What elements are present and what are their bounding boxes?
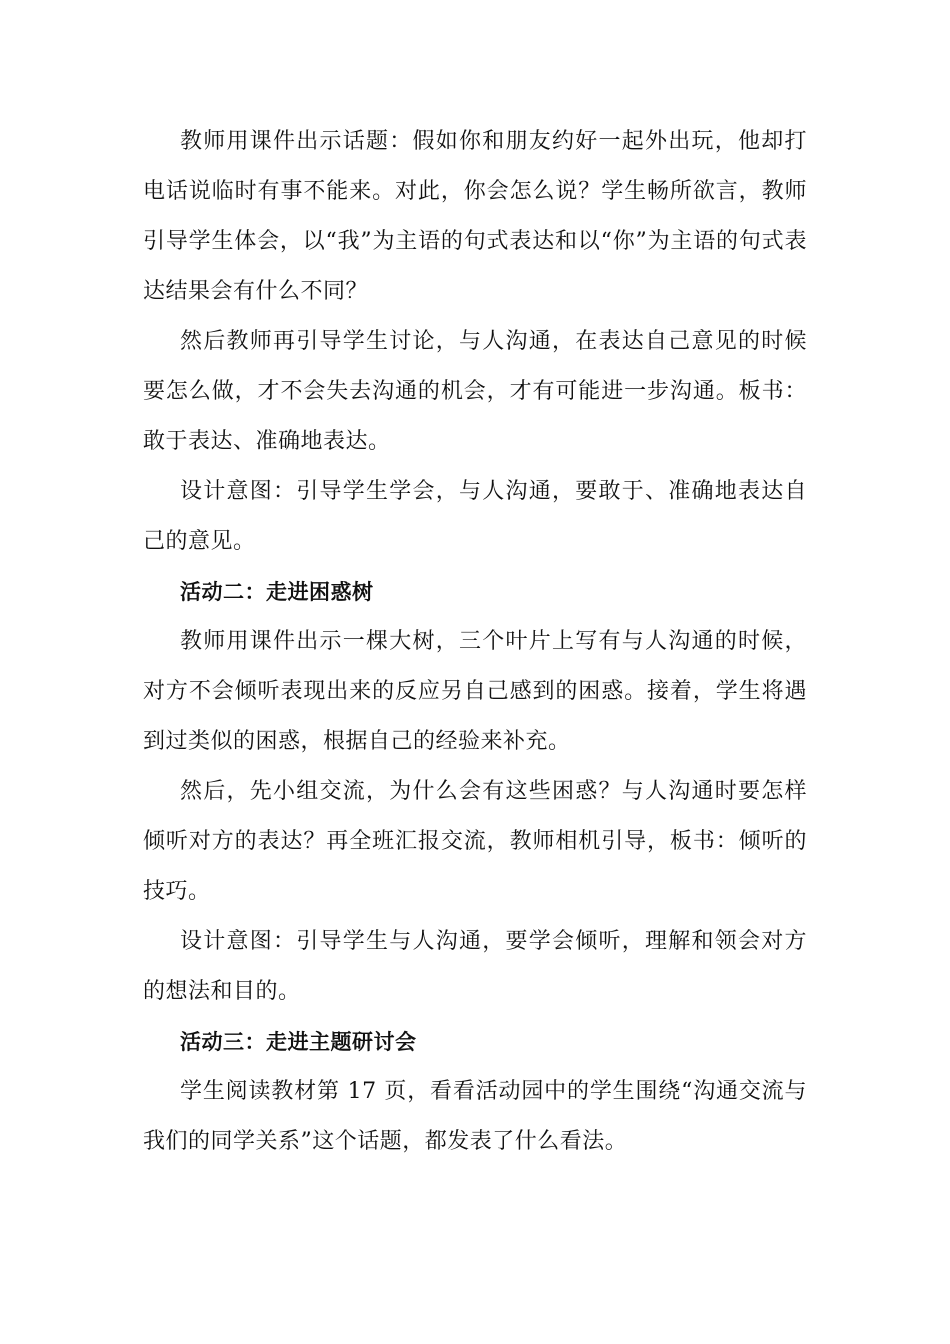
document-body: [143, 117, 807, 1167]
paragraph-group-exchange: 然后，先小组交流，为什么会有这些困惑？与人沟通时要怎样倾听对方的表达？再全班汇报交流，教师相机引导，板书：倾听的技巧。: [143, 779, 807, 904]
paragraph-design-intent-2: 设计意图：引导学生与人沟通，要学会倾听，理解和领会对方的想法和目的。: [143, 929, 807, 1004]
heading-activity-two: 活动二：走进困惑树: [180, 580, 374, 604]
paragraph-confusion-tree: 教师用课件出示一棵大树，三个叶片上写有与人沟通的时候，对方不会倾听表现出来的反应另自己感到的困惑。接着，学生将遇到过类似的困惑，根据自己的经验来补充。: [143, 629, 807, 754]
paragraph-topic-intro: 教师用课件出示话题：假如你和朋友约好一起外出玩，他却打电话说临时有事不能来。对此，你会怎么说？学生畅所欲言，教师引导学生体会，以“我”为主语的句式表达和以“你”为主语的句式表达结果会有什么不同？: [143, 129, 807, 304]
heading-activity-three: 活动三：走进主题研讨会: [180, 1030, 417, 1054]
paragraph-design-intent-1: 设计意图：引导学生学会，与人沟通，要敢于、准确地表达自己的意见。: [143, 479, 807, 554]
paragraph-discussion: 然后教师再引导学生讨论，与人沟通，在表达自己意见的时候要怎么做，才不会失去沟通的机会，才有可能进一步沟通。板书：敢于表达、准确地表达。: [143, 329, 807, 454]
paragraph-textbook-reading: 学生阅读教材第 17 页，看看活动园中的学生围绕“沟通交流与我们的同学关系”这个话题，都发表了什么看法。: [143, 1079, 807, 1154]
